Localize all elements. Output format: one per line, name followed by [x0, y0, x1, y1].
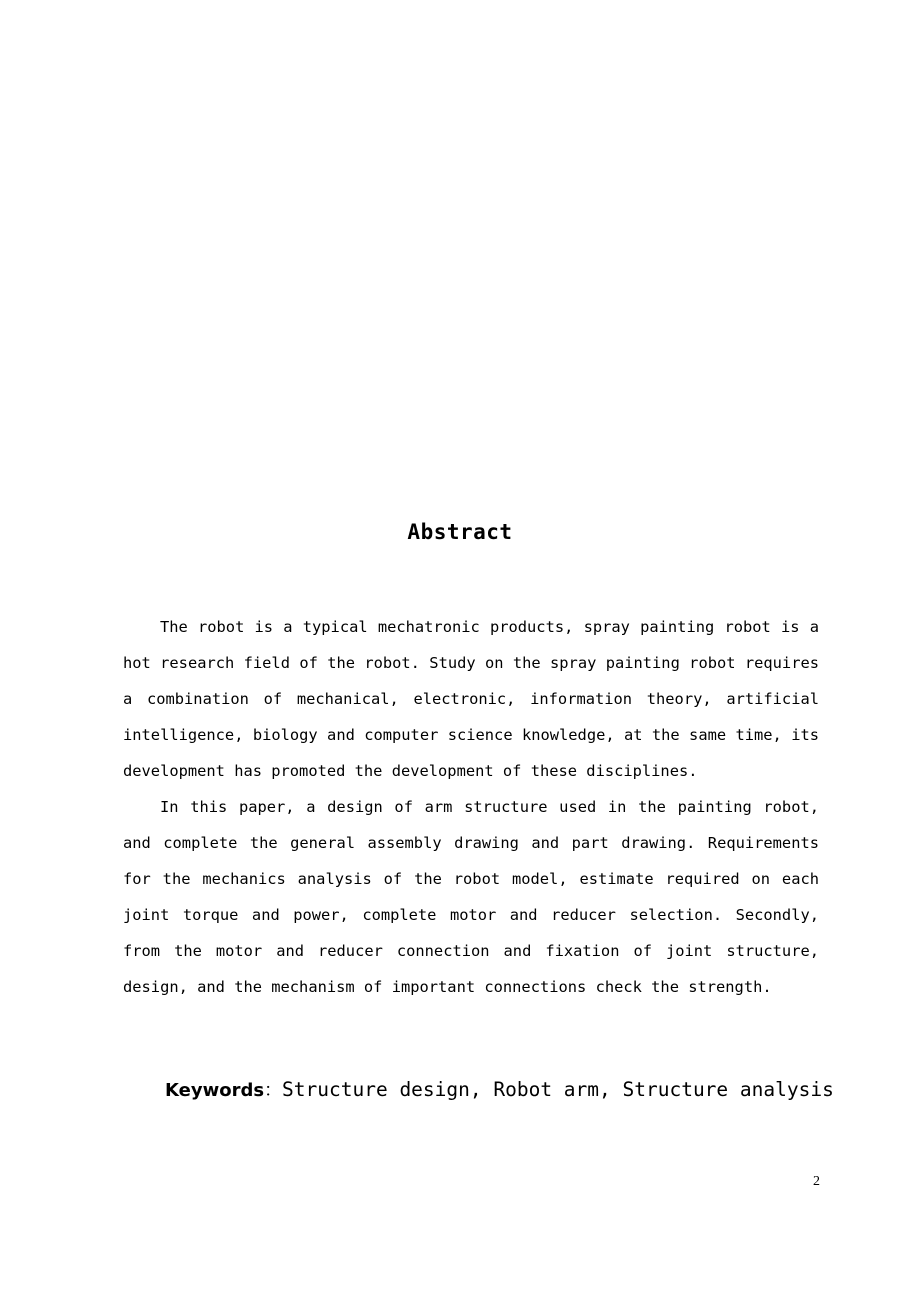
abstract-body: [123, 609, 819, 1005]
abstract-paragraph-1: The robot is a typical mechatronic products, spray painting robot is a hot research field of the robot. Study on the spray painting robot requires a combination of mechanical, electronic, information theory, artificial intelligence, biology and computer science knowledge, at the same time, its development has promoted the development of these disciplines.: [123, 618, 819, 780]
keywords-separator: ：: [264, 1080, 283, 1101]
keywords-line: [165, 1073, 845, 1108]
page-number: 2: [813, 1174, 820, 1189]
keywords-text: Structure design, Robot arm, Structure analysis: [282, 1078, 834, 1101]
abstract-paragraph-2: In this paper, a design of arm structure used in the painting robot, and complete the general assembly drawing and part drawing. Requirements for the mechanics analysis of the robot model, estimate required on each joint torque and power, complete motor and reducer selection. Secondly, from the motor and reducer connection and fixation of joint structure, design, and the mechanism of important connections check the strength.: [123, 798, 819, 996]
abstract-title: Abstract: [407, 520, 513, 544]
keywords-label: Keywords: [165, 1080, 265, 1101]
